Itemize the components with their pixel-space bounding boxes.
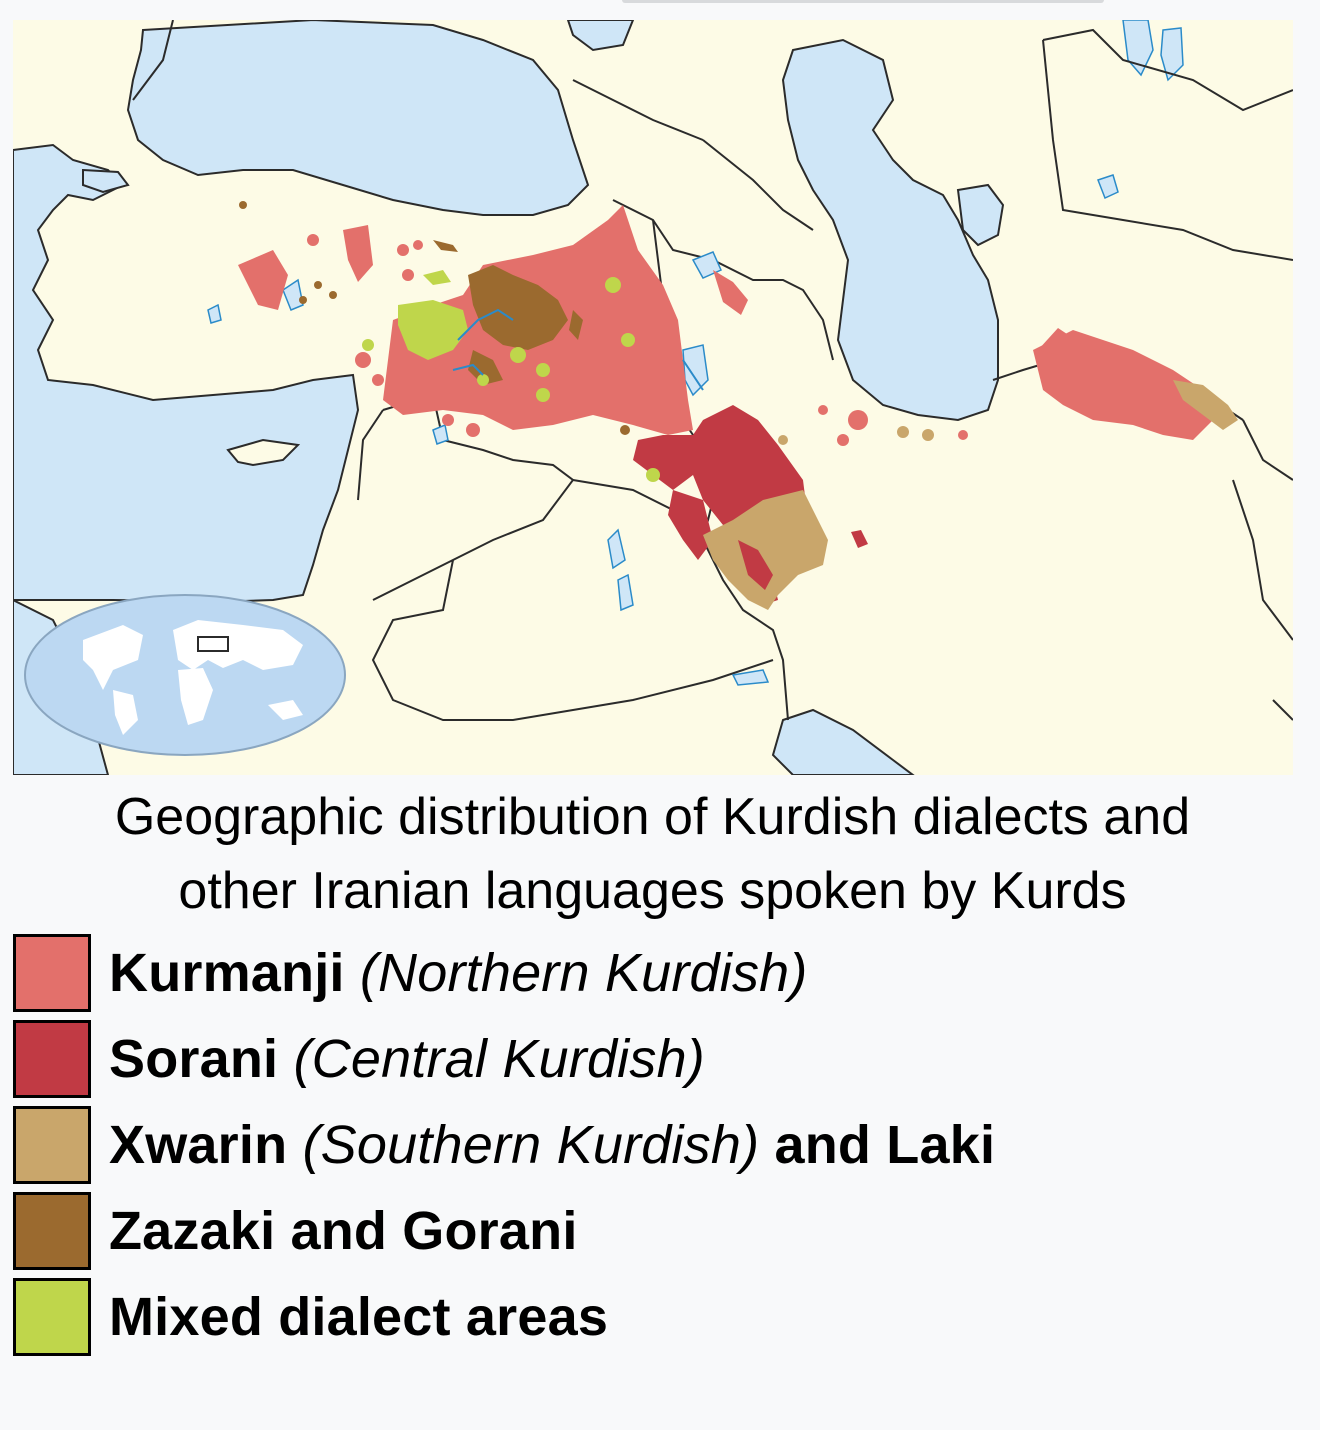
map-caption — [0, 780, 1305, 928]
caption-line-1: Geographic distribution of Kurdish dialects and — [114, 788, 1191, 846]
legend-item-zazaki-gorani — [13, 1188, 1303, 1274]
legend-label-xwarin: Xwarin — [109, 1115, 288, 1175]
legend-swatch-sorani — [13, 1020, 91, 1098]
legend-suffix-xwarin: and Laki — [774, 1115, 996, 1175]
legend-label-zazaki-gorani: Zazaki and Gorani — [109, 1201, 578, 1261]
legend-item-mixed — [13, 1274, 1303, 1360]
kurdish-dialects-map — [13, 20, 1293, 775]
map-svg — [13, 20, 1293, 775]
legend-note-kurmanji: (Northern Kurdish) — [359, 943, 808, 1003]
legend-label-mixed: Mixed dialect areas — [109, 1287, 609, 1347]
legend-note-xwarin: (Southern Kurdish) — [302, 1115, 760, 1175]
locator-globe — [25, 595, 345, 755]
legend-item-kurmanji — [13, 930, 1303, 1016]
legend-label-sorani: Sorani — [109, 1029, 279, 1089]
legend-swatch-kurmanji — [13, 934, 91, 1012]
top-tab-edge — [622, 0, 1104, 3]
legend — [13, 930, 1303, 1360]
caption-line-2: other Iranian languages spoken by Kurds — [178, 862, 1127, 920]
legend-label-kurmanji: Kurmanji — [109, 943, 345, 1003]
legend-note-sorani: (Central Kurdish) — [293, 1029, 705, 1089]
legend-swatch-zazaki-gorani — [13, 1192, 91, 1270]
legend-swatch-mixed — [13, 1278, 91, 1356]
legend-item-sorani — [13, 1016, 1303, 1102]
legend-item-xwarin — [13, 1102, 1303, 1188]
legend-swatch-xwarin — [13, 1106, 91, 1184]
